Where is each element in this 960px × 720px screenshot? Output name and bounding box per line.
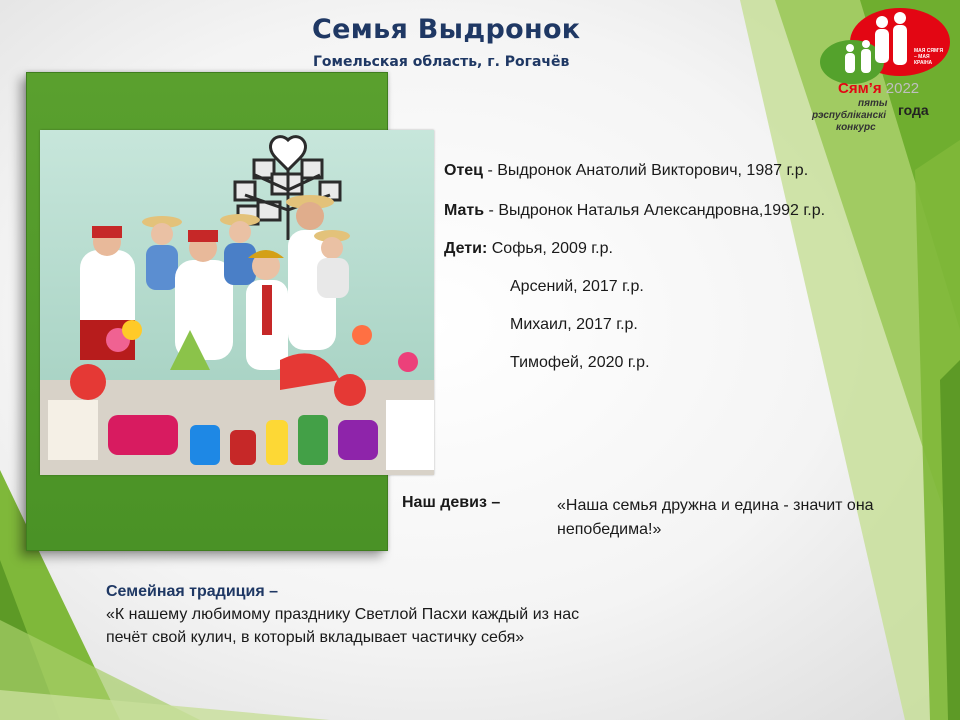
motto-label: Наш девиз – <box>402 494 501 511</box>
child-1: Софья, 2009 г.р. <box>491 240 613 257</box>
mother-line <box>444 202 825 220</box>
tradition-text: «К нашему любимому празднику Светлой Пасхи каждый из нас печёт свой кулич, в который вкладывает частичку себя» <box>106 606 580 646</box>
mother-value: - Выдронок Наталья Александровна,1992 г.р. <box>484 202 826 219</box>
family-photo-image <box>40 130 434 475</box>
children-line <box>444 240 613 258</box>
family-tradition <box>106 580 596 649</box>
child-3: Михаил, 2017 г.р. <box>510 316 638 333</box>
logo-tagline: МАЯ СЯМ’Я – МАЯ КРАІНА <box>914 48 944 66</box>
logo-subtitle-1: пяты <box>858 98 888 109</box>
logo-year: 2022 <box>885 80 920 97</box>
logo-name <box>838 80 919 97</box>
mother-label: Мать <box>444 202 485 219</box>
page-title: Семья Выдронок <box>312 14 581 45</box>
family-photo <box>40 130 434 475</box>
children-label: Дети: <box>444 240 488 257</box>
logo-subtitle-2: рэспубліканскі <box>812 110 886 121</box>
motto-text: «Наша семья дружна и едина - значит она непобедима!» <box>557 497 874 538</box>
child-4: Тимофей, 2020 г.р. <box>510 354 650 371</box>
father-line <box>444 162 808 180</box>
father-label: Отец <box>444 162 484 179</box>
logo-name-text: Сям’я <box>838 80 882 97</box>
logo-goda: года <box>898 102 929 118</box>
child-2: Арсений, 2017 г.р. <box>510 278 644 295</box>
tradition-label: Семейная традиция – <box>106 583 279 600</box>
logo-subtitle-3: конкурс <box>836 122 876 133</box>
father-value: - Выдронок Анатолий Викторович, 1987 г.р. <box>483 162 809 179</box>
page-subtitle: Гомельская область, г. Рогачёв <box>313 54 570 70</box>
